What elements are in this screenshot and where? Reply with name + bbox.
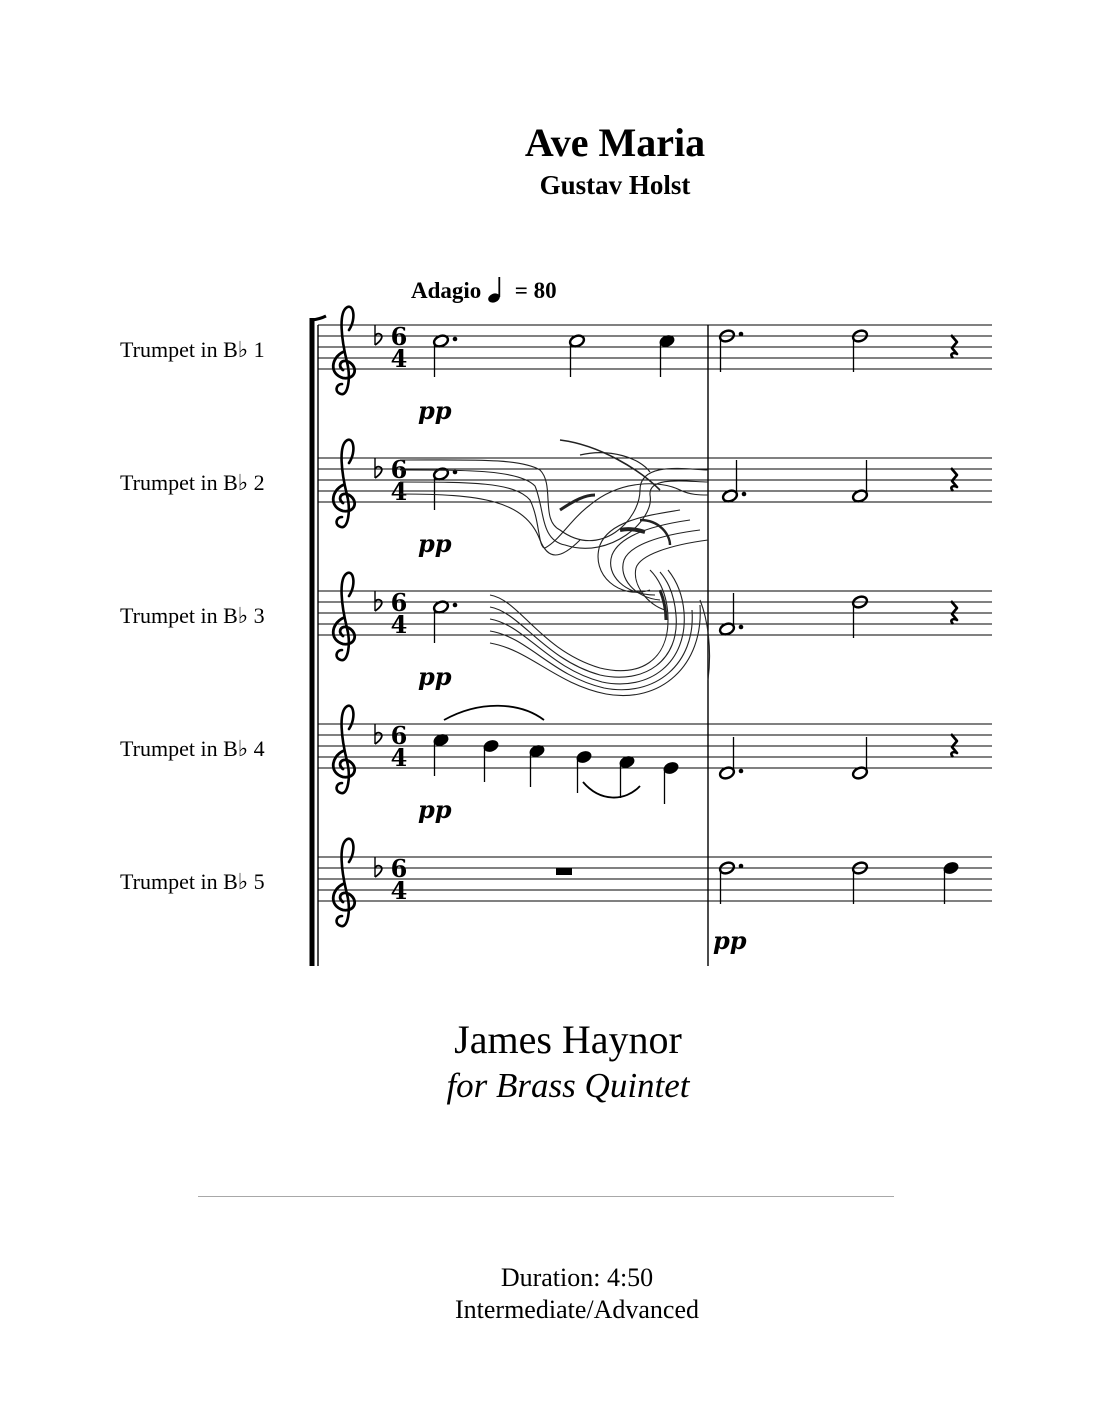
note-c-dotted-half <box>432 334 457 377</box>
note-f-half <box>851 460 868 503</box>
time-signature-bottom: 4 <box>390 477 408 506</box>
note-d-half <box>851 861 868 904</box>
note-d-dotted-half <box>718 861 743 904</box>
note-c-quarter <box>658 334 675 377</box>
flat-icon <box>375 458 382 478</box>
slur <box>583 782 640 798</box>
title: Ave Maria <box>524 120 706 165</box>
treble-clef-icon <box>333 706 354 793</box>
time-signature-top: 6 <box>390 854 408 883</box>
note-quarter-6 <box>662 761 679 804</box>
staff-4 <box>318 706 992 793</box>
time-signature-top: 6 <box>390 588 408 617</box>
dot <box>739 864 744 869</box>
note-f-dotted-half <box>718 593 743 636</box>
dynamic-pp-2: pp <box>418 529 452 558</box>
slur <box>444 706 544 720</box>
tempo-text: Adagio <box>411 278 482 303</box>
note-d-dotted-half <box>718 329 743 372</box>
note-d-half <box>851 329 868 372</box>
instrument-label-2: Trumpet in B♭ 2 <box>120 470 265 495</box>
dynamic-pp-5: pp <box>713 926 747 955</box>
dot <box>739 769 744 774</box>
flat-icon <box>375 591 382 611</box>
note-quarter-2 <box>482 739 499 782</box>
note-quarter-1 <box>432 733 449 776</box>
flat-icon <box>375 325 382 345</box>
staff-3 <box>318 573 992 660</box>
treble-clef-icon <box>333 573 354 660</box>
note-quarter-3 <box>528 744 545 787</box>
note-f-dotted-half <box>721 460 746 503</box>
duration: Duration: 4:50 <box>500 1263 654 1292</box>
dynamic-pp-4: pp <box>418 795 452 824</box>
note-d-dotted-half <box>718 737 743 780</box>
note-c-half <box>568 334 585 377</box>
note-d-half <box>851 595 868 638</box>
dynamic-pp-1: pp <box>418 396 452 425</box>
divider-rule <box>198 1196 894 1197</box>
whole-rest-icon <box>556 868 572 875</box>
note-d-quarter <box>942 861 959 904</box>
dot <box>453 337 458 342</box>
time-signature-top: 6 <box>390 322 408 351</box>
note-c-dotted-half <box>432 600 457 643</box>
time-signature-bottom: 4 <box>390 610 408 639</box>
note-quarter-4 <box>575 750 592 793</box>
dot <box>742 492 747 497</box>
note-c-dotted-half <box>432 467 457 510</box>
note-d-half <box>851 737 868 780</box>
flat-icon <box>375 857 382 877</box>
staff-1 <box>318 307 992 394</box>
staff-5 <box>318 839 992 926</box>
arranger: James Haynor <box>454 1017 682 1062</box>
time-signature-bottom: 4 <box>390 344 408 373</box>
dot <box>453 603 458 608</box>
time-signature-top: 6 <box>390 721 408 750</box>
tempo-value: = 80 <box>514 278 557 303</box>
composer: Gustav Holst <box>539 170 691 200</box>
dot <box>739 332 744 337</box>
instrument-label-5: Trumpet in B♭ 5 <box>120 869 265 894</box>
time-signature-bottom: 4 <box>390 743 408 772</box>
swirl-distortion-graphic <box>400 440 710 696</box>
instrument-label-4: Trumpet in B♭ 4 <box>120 736 265 761</box>
subtitle: for Brass Quintet <box>446 1066 690 1105</box>
time-signature-bottom: 4 <box>390 876 408 905</box>
dot <box>739 625 744 630</box>
dynamic-pp-3: pp <box>418 662 452 691</box>
instrument-label-3: Trumpet in B♭ 3 <box>120 603 265 628</box>
treble-clef-icon <box>333 307 354 394</box>
instrument-label-1: Trumpet in B♭ 1 <box>120 337 265 362</box>
flat-icon <box>375 724 382 744</box>
treble-clef-icon <box>333 440 354 527</box>
treble-clef-icon <box>333 839 354 926</box>
difficulty-level: Intermediate/Advanced <box>455 1295 699 1324</box>
time-signature-top: 6 <box>390 455 408 484</box>
